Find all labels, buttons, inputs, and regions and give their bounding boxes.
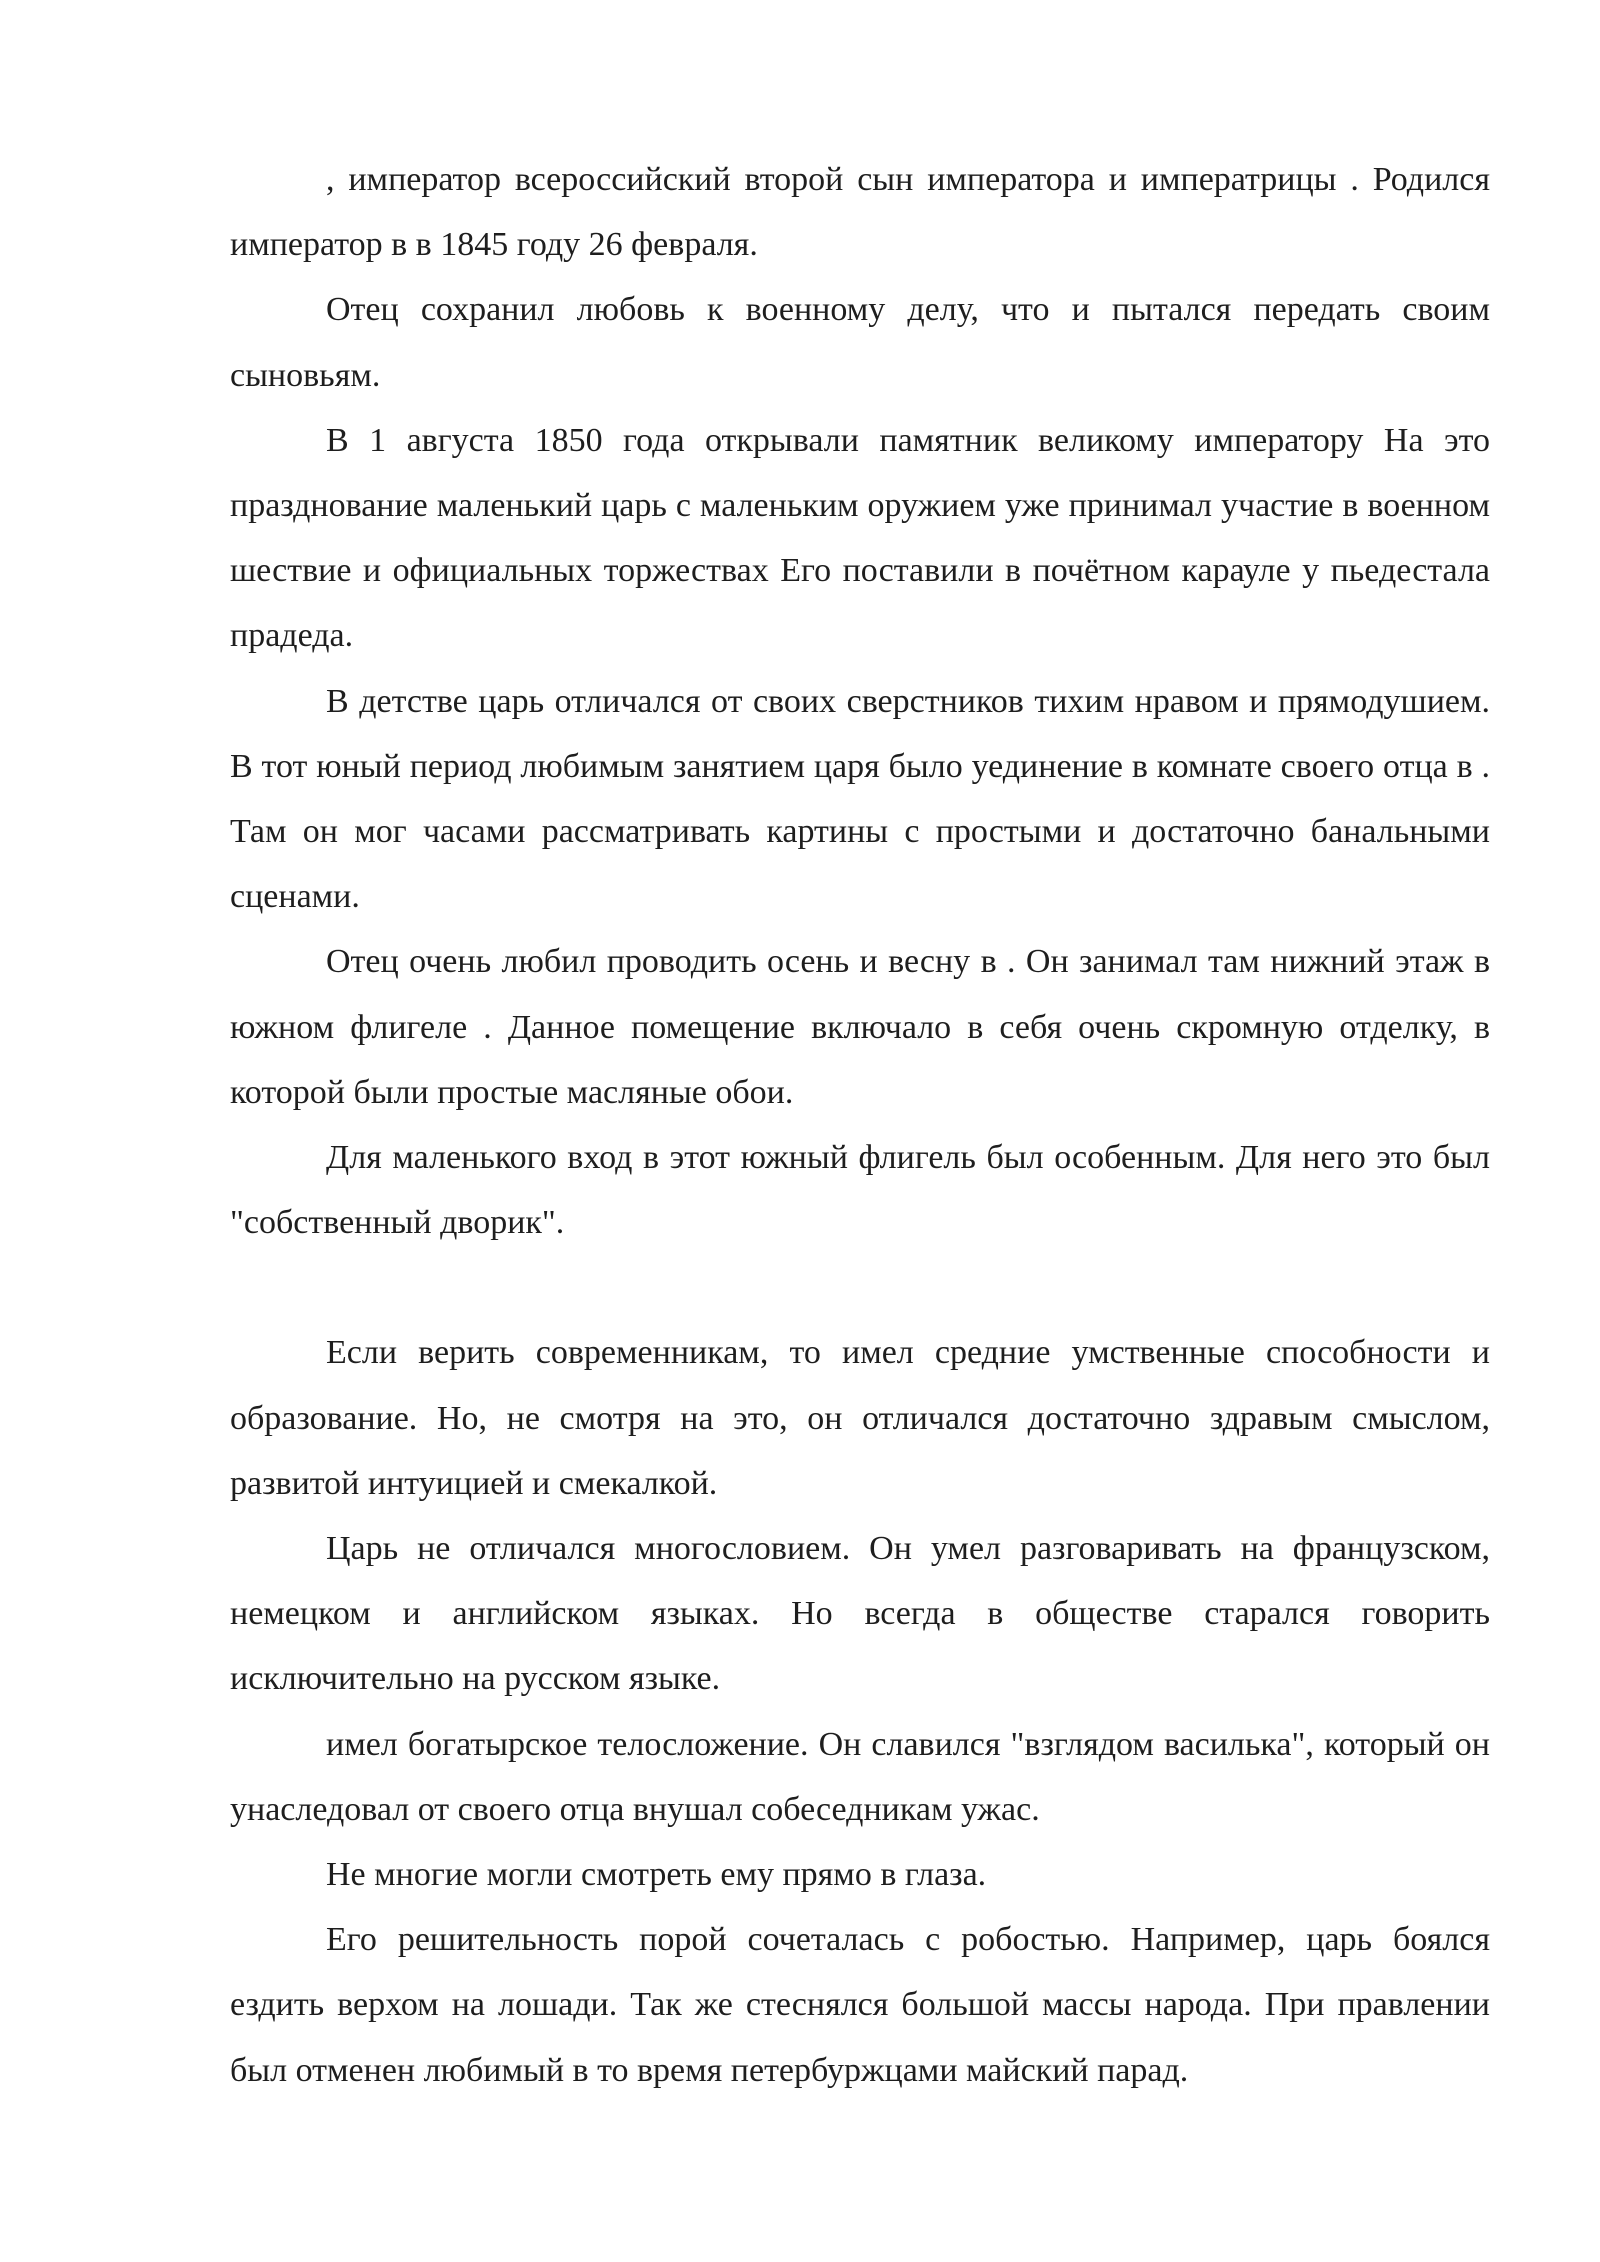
paragraph-abilities: Если верить современникам, то имел средние умственные способности и образование. Но, не смотря на это, он отличался достаточно здравым смыслом, развитой интуицией и смекалкой. (230, 1334, 1490, 1502)
paragraph-father-military: Отец сохранил любовь к военному делу, что и пытался передать своим сыновьям. (230, 291, 1490, 394)
paragraph-own-courtyard: Для маленького вход в этот южный флигель был особенным. Для него это был "собственный дворик". (230, 1139, 1490, 1242)
paragraph-physique: имел богатырское телосложение. Он славился "взглядом василька", который он унаследовал от своего отца внушал собеседникам ужас. (230, 1725, 1490, 1828)
paragraph-shyness: Его решительность порой сочеталась с робостью. Например, царь боялся ездить верхом на лошади. Так же стеснялся большой массы народа. При правлении был отменен любимый в то время петербуржцами майский парад. (230, 1921, 1490, 2089)
paragraph-monument-1850: В 1 августа 1850 года открывали памятник великому императору На это празднование маленький царь с маленьким оружием уже принимал участие в военном шествие и официальных торжествах Его поставили в почётном карауле у пьедестала прадеда. (230, 421, 1490, 655)
document-body (230, 147, 1490, 2103)
paragraph-gaze: Не многие могли смотреть ему прямо в глаза. (326, 1856, 987, 1894)
paragraph-languages: Царь не отличался многословием. Он умел разговаривать на французском, немецком и английском языках. Но всегда в обществе старался говорить исключительно на русском языке. (230, 1530, 1490, 1698)
paragraph-south-wing: Отец очень любил проводить осень и весну в . Он занимал там нижний этаж в южном флигеле . Данное помещение включало в себя очень скромную отделку, в которой были простые масляные обои. (230, 943, 1490, 1111)
paragraph-childhood: В детстве царь отличался от своих сверстников тихим нравом и прямодушием. В тот юный период любимым занятием царя было уединение в комнате своего отца в . Там он мог часами рассматривать картины с простыми и достаточно банальными сценами. (230, 682, 1490, 916)
paragraph-birth: , император всероссийский второй сын императора и императрицы . Родился император в в 1845 году 26 февраля. (230, 161, 1490, 264)
